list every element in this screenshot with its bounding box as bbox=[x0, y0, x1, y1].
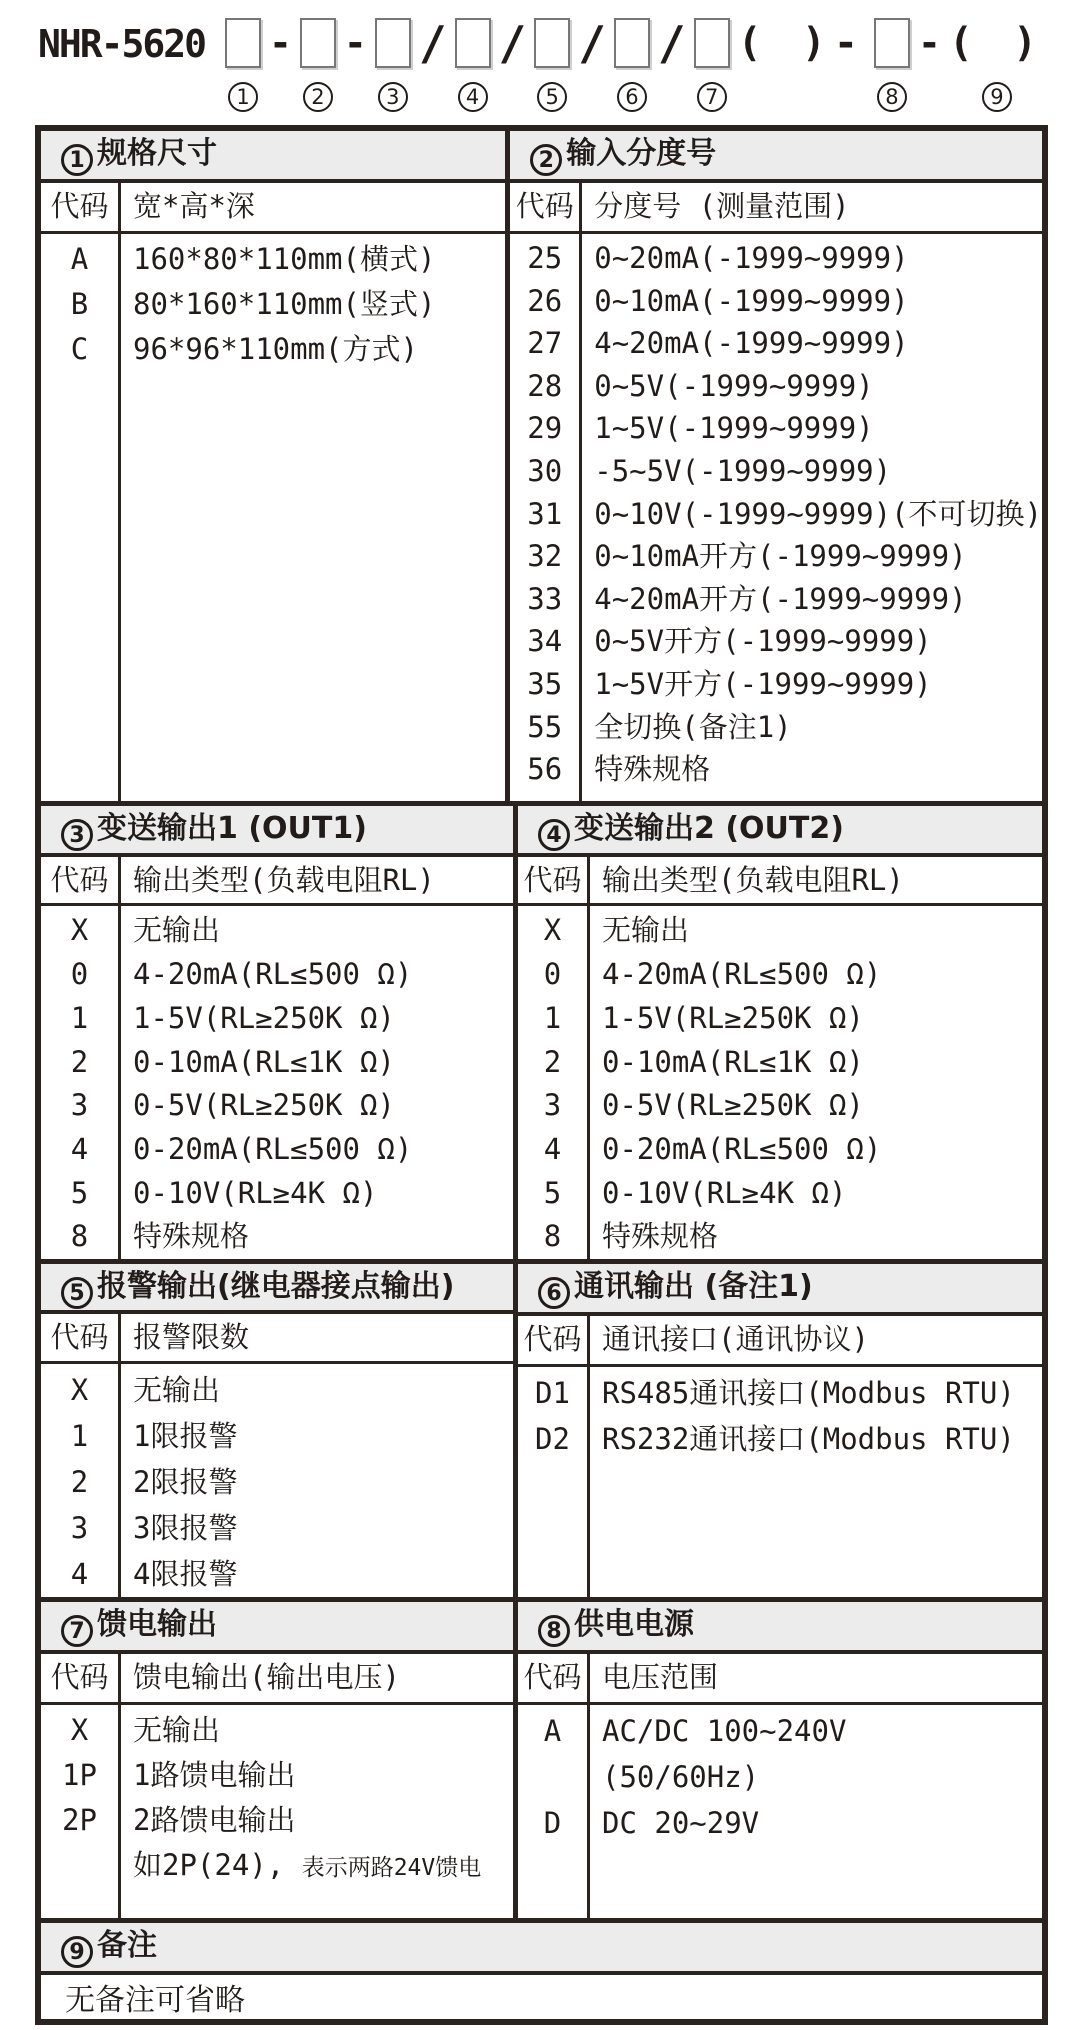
desc-cell: 1-5V(RL≥250K Ω) bbox=[133, 1000, 395, 1035]
code-cell: 56 bbox=[527, 752, 563, 787]
section-power-supply bbox=[518, 1602, 1042, 1918]
desc-cell: 0-10mA(RL≤1K Ω) bbox=[133, 1044, 395, 1079]
desc-column bbox=[590, 1367, 1042, 1597]
code-cell: 3 bbox=[543, 1088, 562, 1123]
desc-cell: 2限报警 bbox=[133, 1464, 238, 1499]
desc-cell: (50/60Hz) bbox=[602, 1759, 760, 1794]
circled-8-icon: 8 bbox=[538, 1615, 570, 1647]
section-title bbox=[510, 131, 1042, 183]
code-box-icon bbox=[874, 18, 910, 68]
feed-note-small-text: 表示两路24V馈电 bbox=[301, 1854, 482, 1881]
dash-separator: - bbox=[343, 21, 367, 65]
dash-separator: - bbox=[917, 21, 941, 65]
code-box-icon bbox=[455, 18, 491, 68]
code-cell: 8 bbox=[70, 1219, 89, 1254]
desc-cell: 80*160*110mm(竖式) bbox=[133, 287, 436, 321]
code-box-icon bbox=[300, 18, 336, 68]
code-cell: A bbox=[543, 1713, 562, 1748]
code-cell bbox=[518, 1754, 587, 1800]
desc-cell: 0-10mA(RL≤1K Ω) bbox=[602, 1044, 864, 1079]
code-cell: 1 bbox=[70, 1000, 89, 1035]
column-header-code: 代码 bbox=[518, 1316, 590, 1364]
feed-note-cell bbox=[133, 1843, 513, 1888]
column-header-desc: 电压范围 bbox=[602, 1659, 719, 1694]
circled-8-icon: 8 bbox=[877, 82, 907, 112]
code-box-1 bbox=[225, 18, 261, 112]
section-data bbox=[510, 234, 1042, 801]
desc-cell: 无输出 bbox=[133, 913, 221, 948]
code-box-5 bbox=[534, 18, 570, 112]
code-box-icon bbox=[534, 18, 570, 68]
section-title bbox=[41, 806, 513, 857]
code-box-6 bbox=[614, 18, 650, 112]
code-cell: 1 bbox=[543, 1000, 562, 1035]
code-cell: 5 bbox=[543, 1175, 562, 1210]
code-box-icon bbox=[225, 18, 261, 68]
dash-separator: - bbox=[269, 21, 292, 65]
column-header-desc: 宽*高*深 bbox=[133, 189, 255, 223]
slash-separator: / bbox=[578, 16, 606, 70]
circled-1-icon: 1 bbox=[228, 82, 258, 112]
band-5 bbox=[41, 1918, 1042, 2019]
code-cell: A bbox=[70, 242, 89, 276]
desc-cell: RS232通讯接口(Modbus RTU) bbox=[602, 1421, 1015, 1456]
code-cell: 25 bbox=[527, 241, 563, 275]
code-cell: 3 bbox=[70, 1088, 89, 1123]
code-cell: 27 bbox=[527, 326, 563, 361]
desc-cell: 0~5V开方(-1999~9999) bbox=[594, 624, 932, 659]
code-cell: 35 bbox=[527, 666, 563, 701]
column-header-code: 代码 bbox=[41, 857, 121, 904]
desc-cell: 160*80*110mm(横式) bbox=[133, 242, 436, 276]
code-cell: 30 bbox=[527, 453, 563, 488]
band-3 bbox=[41, 1259, 1042, 1597]
code-cell bbox=[41, 1843, 118, 1888]
circled-9-icon: 9 bbox=[982, 82, 1012, 112]
code-cell: 26 bbox=[527, 283, 563, 318]
code-cell: 5 bbox=[70, 1175, 89, 1210]
code-cell: 2 bbox=[543, 1044, 562, 1079]
column-header-desc: 分度号 (测量范围) bbox=[594, 189, 850, 223]
desc-cell: 无输出 bbox=[133, 1712, 221, 1747]
code-cell: 32 bbox=[527, 539, 563, 574]
column-header-code: 代码 bbox=[510, 183, 582, 231]
code-column bbox=[518, 906, 590, 1259]
desc-cell: -5~5V(-1999~9999) bbox=[594, 453, 892, 488]
section-title-text: 变送输出1 (OUT1) bbox=[97, 810, 367, 846]
section-output2 bbox=[518, 806, 1042, 1259]
code-cell: 1P bbox=[62, 1757, 97, 1792]
desc-cell: 0~20mA(-1999~9999) bbox=[594, 241, 909, 275]
code-box-4 bbox=[455, 18, 491, 112]
code-column bbox=[41, 234, 121, 801]
code-box-icon bbox=[694, 18, 730, 68]
section-title bbox=[518, 1264, 1042, 1316]
code-cell: 1 bbox=[70, 1418, 89, 1453]
code-cell: 33 bbox=[527, 581, 563, 616]
slash-separator: / bbox=[498, 16, 527, 70]
desc-column bbox=[121, 1364, 513, 1597]
paren-dash-separator: ( )- bbox=[737, 20, 866, 66]
column-headers bbox=[41, 1654, 513, 1705]
column-headers bbox=[510, 183, 1042, 234]
circled-3-icon: 3 bbox=[378, 82, 408, 112]
desc-column bbox=[121, 1705, 513, 1918]
circled-5-icon: 5 bbox=[61, 1277, 93, 1309]
code-box-icon bbox=[375, 18, 411, 68]
desc-cell: 4限报警 bbox=[133, 1556, 238, 1591]
column-headers bbox=[518, 1654, 1042, 1705]
code-cell: X bbox=[70, 1712, 89, 1747]
ordering-table bbox=[35, 125, 1048, 2025]
section-alarm-output bbox=[41, 1264, 518, 1597]
section-spec-size bbox=[41, 131, 510, 801]
desc-cell: 1~5V(-1999~9999) bbox=[594, 411, 874, 446]
code-cell: 31 bbox=[527, 496, 563, 531]
slash-separator: / bbox=[657, 16, 686, 70]
code-cell: D2 bbox=[535, 1421, 570, 1456]
section-title-text: 报警输出(继电器接点输出) bbox=[97, 1268, 455, 1304]
paren-icon: ( ) bbox=[948, 20, 1046, 66]
section-remarks bbox=[41, 1923, 1042, 2019]
section-data bbox=[41, 1364, 513, 1597]
section-title-text: 馈电输出 bbox=[97, 1606, 217, 1642]
column-header-code: 代码 bbox=[41, 1654, 121, 1702]
code-cell: X bbox=[70, 913, 89, 948]
section-title bbox=[518, 1602, 1042, 1654]
column-headers bbox=[41, 857, 513, 907]
code-box-7 bbox=[694, 18, 730, 112]
section-input-range bbox=[510, 131, 1042, 801]
desc-cell: 0~10mA开方(-1999~9999) bbox=[594, 539, 967, 574]
code-box-2 bbox=[300, 18, 336, 112]
desc-cell: 4-20mA(RL≤500 Ω) bbox=[602, 957, 882, 992]
circled-3-icon: 3 bbox=[61, 819, 93, 851]
code-cell: 29 bbox=[527, 411, 563, 446]
section-title-text: 规格尺寸 bbox=[97, 136, 217, 171]
circled-4-icon: 4 bbox=[458, 82, 488, 112]
section-output1 bbox=[41, 806, 518, 1259]
desc-cell: AC/DC 100~240V bbox=[602, 1713, 847, 1748]
code-box-3 bbox=[375, 18, 411, 112]
code-cell: 0 bbox=[70, 957, 89, 992]
column-header-code: 代码 bbox=[41, 1314, 121, 1361]
column-header-code: 代码 bbox=[518, 1654, 590, 1702]
code-cell: 2 bbox=[70, 1044, 89, 1079]
desc-cell: 4-20mA(RL≤500 Ω) bbox=[133, 957, 413, 992]
code-cell: 8 bbox=[543, 1219, 562, 1254]
code-cell: X bbox=[70, 1372, 89, 1407]
code-cell: 2P bbox=[62, 1802, 97, 1837]
band-1 bbox=[41, 131, 1042, 801]
code-column bbox=[41, 1364, 121, 1597]
desc-cell: 无输出 bbox=[602, 913, 690, 948]
desc-cell: 0~10V(-1999~9999)(不可切换) bbox=[594, 496, 1042, 531]
code-cell: 0 bbox=[543, 957, 562, 992]
desc-cell: 0~10mA(-1999~9999) bbox=[594, 283, 909, 318]
section-title-text: 通讯输出 (备注1) bbox=[574, 1268, 813, 1304]
desc-cell: 1路馈电输出 bbox=[133, 1757, 296, 1792]
band-2 bbox=[41, 801, 1042, 1259]
code-cell: 28 bbox=[527, 368, 563, 403]
desc-cell: 1-5V(RL≥250K Ω) bbox=[602, 1000, 864, 1035]
code-cell: 2 bbox=[70, 1464, 89, 1499]
feed-note-text: 如2P(24), bbox=[133, 1847, 285, 1882]
code-cell: 4 bbox=[543, 1131, 562, 1166]
column-header-desc: 通讯接口(通讯协议) bbox=[602, 1321, 869, 1356]
code-cell: D1 bbox=[535, 1375, 570, 1410]
code-cell: 4 bbox=[70, 1556, 89, 1591]
circled-2-icon: 2 bbox=[303, 82, 333, 112]
code-column bbox=[41, 1705, 121, 1918]
section-title-text: 备注 bbox=[97, 1928, 157, 1963]
desc-cell: 0-10V(RL≥4K Ω) bbox=[133, 1175, 378, 1210]
desc-column bbox=[121, 906, 513, 1259]
section-data bbox=[41, 234, 505, 801]
model-code-line bbox=[38, 18, 1051, 112]
section-title-text: 输入分度号 bbox=[566, 136, 717, 171]
code-cell: 4 bbox=[70, 1131, 89, 1166]
remarks-note: 无备注可省略 bbox=[65, 1983, 245, 2018]
circled-6-icon: 6 bbox=[538, 1277, 570, 1309]
column-headers bbox=[41, 183, 505, 234]
desc-cell: 1~5V开方(-1999~9999) bbox=[594, 666, 932, 701]
code-cell: 34 bbox=[527, 624, 563, 659]
code-cell: B bbox=[70, 287, 89, 321]
section-data bbox=[41, 906, 513, 1259]
desc-cell: 0-5V(RL≥250K Ω) bbox=[133, 1088, 395, 1123]
desc-cell: 特殊规格 bbox=[133, 1219, 250, 1254]
code-cell: X bbox=[543, 913, 562, 948]
circled-6-icon: 6 bbox=[617, 82, 647, 112]
code-column bbox=[518, 1705, 590, 1918]
desc-cell: DC 20~29V bbox=[602, 1805, 760, 1840]
column-header-desc: 输出类型(负载电阻RL) bbox=[602, 862, 904, 897]
desc-cell: 4~20mA开方(-1999~9999) bbox=[594, 581, 967, 616]
desc-cell: 4~20mA(-1999~9999) bbox=[594, 326, 909, 361]
section-title bbox=[41, 131, 505, 183]
code-cell: C bbox=[70, 332, 89, 366]
column-header-code: 代码 bbox=[41, 183, 121, 231]
section-title-text: 变送输出2 (OUT2) bbox=[574, 810, 844, 846]
desc-cell: 0-10V(RL≥4K Ω) bbox=[602, 1175, 847, 1210]
circled-1-icon: 1 bbox=[61, 144, 93, 176]
desc-cell: 3限报警 bbox=[133, 1510, 238, 1545]
desc-column bbox=[121, 234, 505, 801]
band-4 bbox=[41, 1597, 1042, 1918]
code-cell: D bbox=[543, 1805, 562, 1840]
slash-separator: / bbox=[418, 16, 447, 70]
column-header-desc: 报警限数 bbox=[133, 1320, 250, 1355]
code-paren-9 bbox=[949, 18, 1045, 112]
section-comm-output bbox=[518, 1264, 1042, 1597]
section-title bbox=[41, 1923, 1042, 1975]
circled-2-icon: 2 bbox=[530, 144, 562, 176]
circled-4-icon: 4 bbox=[538, 819, 570, 851]
section-data bbox=[518, 906, 1042, 1259]
column-headers bbox=[518, 1316, 1042, 1367]
code-column bbox=[41, 906, 121, 1259]
section-feed-output bbox=[41, 1602, 518, 1918]
circled-7-icon: 7 bbox=[61, 1615, 93, 1647]
code-box-8 bbox=[874, 18, 910, 112]
code-column bbox=[510, 234, 582, 801]
desc-cell: 1限报警 bbox=[133, 1418, 238, 1453]
desc-cell: RS485通讯接口(Modbus RTU) bbox=[602, 1375, 1015, 1410]
column-header-desc: 输出类型(负载电阻RL) bbox=[133, 862, 435, 897]
desc-column bbox=[590, 1705, 1042, 1918]
circled-7-icon: 7 bbox=[697, 82, 727, 112]
code-column bbox=[518, 1367, 590, 1597]
desc-cell: 特殊规格 bbox=[602, 1219, 719, 1254]
code-cell: 3 bbox=[70, 1510, 89, 1545]
desc-cell: 全切换(备注1) bbox=[594, 709, 792, 744]
desc-cell: 无输出 bbox=[133, 1372, 221, 1407]
column-header-desc: 馈电输出(输出电压) bbox=[133, 1659, 400, 1694]
desc-cell: 0-20mA(RL≤500 Ω) bbox=[602, 1131, 882, 1166]
code-cell: 55 bbox=[527, 709, 563, 744]
column-headers bbox=[41, 1314, 513, 1364]
section-title bbox=[41, 1264, 513, 1315]
desc-cell: 96*96*110mm(方式) bbox=[133, 332, 418, 366]
desc-cell: 2路馈电输出 bbox=[133, 1802, 296, 1837]
desc-cell: 0~5V(-1999~9999) bbox=[594, 368, 874, 403]
section-title-text: 供电电源 bbox=[574, 1606, 694, 1642]
desc-cell: 0-5V(RL≥250K Ω) bbox=[602, 1088, 864, 1123]
desc-column bbox=[590, 906, 1042, 1259]
column-headers bbox=[518, 857, 1042, 907]
column-header-code: 代码 bbox=[518, 857, 590, 904]
desc-column bbox=[582, 234, 1042, 801]
section-data bbox=[518, 1705, 1042, 1918]
circled-9-icon: 9 bbox=[61, 1936, 93, 1968]
section-title bbox=[41, 1602, 513, 1654]
desc-cell: 0-20mA(RL≤500 Ω) bbox=[133, 1131, 413, 1166]
code-box-icon bbox=[614, 18, 650, 68]
section-data bbox=[41, 1705, 513, 1918]
desc-cell: 特殊规格 bbox=[594, 752, 711, 787]
section-title bbox=[518, 806, 1042, 857]
circled-5-icon: 5 bbox=[537, 82, 567, 112]
section-data bbox=[518, 1367, 1042, 1597]
model-number: NHR-5620 bbox=[38, 22, 206, 66]
